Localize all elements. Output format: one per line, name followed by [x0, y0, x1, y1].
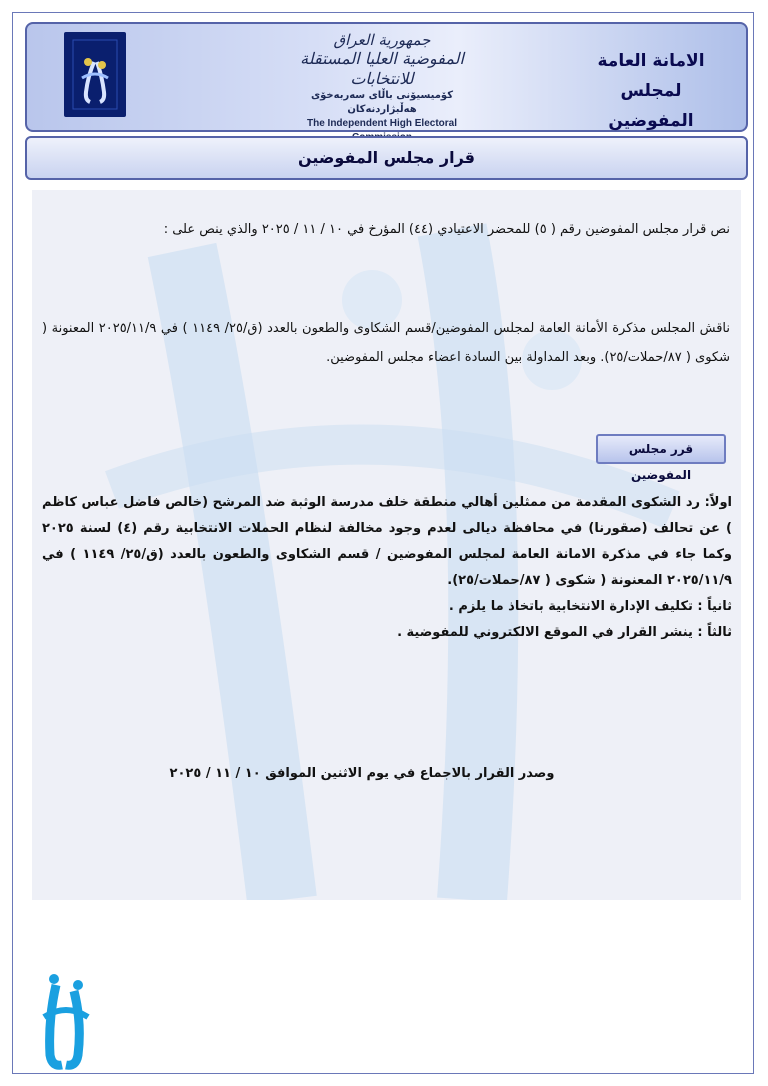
org-title-line2: لمجلس المفوضين [608, 81, 694, 131]
commission-seal: جمهورية العراق المفوضية العليا المستقلة للانتخابات كۆمیسیۆنی باڵای سەربەخۆی هەڵبژاردنەکان The Independent High Electoral [300, 31, 464, 129]
ihec-logo-icon [64, 32, 126, 117]
org-title [576, 46, 726, 136]
issued-statement: وصدر القرار بالاجماع في يوم الاثنين الموافق ١٠ / ١١ / ٢٠٢٥ [169, 766, 555, 781]
ihec-logo-icon [36, 965, 96, 1074]
decision-badge: قرر مجلس المفوضين [596, 434, 726, 464]
letterhead [25, 22, 748, 132]
org-title-line1: الامانة العامة [597, 51, 705, 71]
page-title: قرار مجلس المفوضين [25, 136, 748, 180]
decision-items [42, 490, 732, 646]
decision-item-2: ثانياً : تكليف الإدارة الانتخابية باتخاذ ما يلزم . [448, 599, 732, 614]
decision-body [32, 190, 741, 900]
decision-item-3: ثالثاً : ينشر القرار في الموقع الالكتروني للمفوضية . [397, 625, 732, 640]
decision-item-1: اولاً: رد الشكوى المقدمة من ممثلين أهالي منطقة خلف مدرسة الوثبة ضد المرشح (خالص فاضل عباس كاظم ) عن تحالف (صقورنا) في محافظة ديالى لعدم وجود مخالفة لنظام الحملات الانتخابية رقم (٤) لسنة ٢٠٢٥ وكما جاء في مذكرة الامانة العامة لمجلس المفوضين / قسم الشكاوى والطعون بالعدد (ق/٢٥/ ١١٤٩ ) في ٢٠٢٥/١١/٩ المعنونة ( شكوى ( ٨٧/حملات/٢٥). [42, 495, 732, 588]
discussion-paragraph: ناقش المجلس مذكرة الأمانة العامة لمجلس المفوضين/قسم الشكاوى والطعون بالعدد (ق/٢٥/ ١١٤٩ ) في ٢٠٢٥/١١/٩ المعنونة ( شكوى ( ٨٧/حملات/٢٥). وبعد المداولة بين السادة اعضاء مجلس المفوضين. [42, 321, 730, 365]
decision-reference: نص قرار مجلس المفوضين رقم ( ٥) للمحضر الاعتيادي (٤٤) المؤرخ في ١٠ / ١١ / ٢٠٢٥ والذي ينص على : [163, 222, 730, 237]
